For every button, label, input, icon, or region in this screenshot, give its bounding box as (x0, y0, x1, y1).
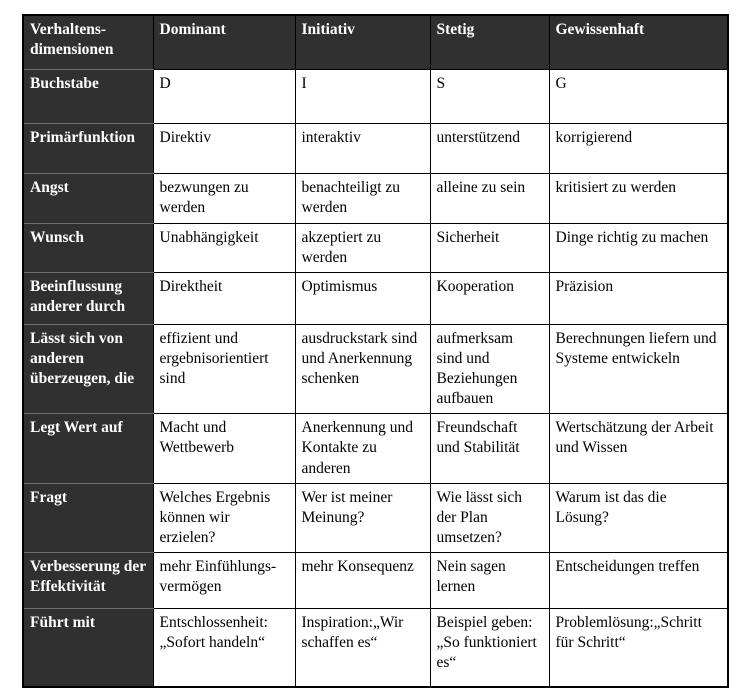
row-header: Wunsch (23, 223, 153, 272)
cell: Beispiel geben:„So funktioniert es“ (430, 609, 549, 687)
table-row (23, 553, 728, 609)
cell: Direktheit (153, 272, 295, 324)
cell: interaktiv (295, 123, 430, 173)
row-header: Führt mit (23, 609, 153, 687)
cell: Freundschaft und Stabilität (430, 414, 549, 483)
cell: Problemlösung:„Schritt für Schritt“ (549, 609, 728, 687)
cell: Inspiration:„Wir schaffen es“ (295, 609, 430, 687)
cell: Entschlossenheit: „Sofort handeln“ (153, 609, 295, 687)
cell: alleine zu sein (430, 173, 549, 223)
table-row (23, 173, 728, 223)
cell: D (153, 69, 295, 123)
row-header: Lässt sich von anderen überzeugen, die (23, 324, 153, 414)
row-header: Buchstabe (23, 69, 153, 123)
cell: korrigierend (549, 123, 728, 173)
cell: Sicherheit (430, 223, 549, 272)
cell: Direktiv (153, 123, 295, 173)
cell: bezwungen zu werden (153, 173, 295, 223)
cell: I (295, 69, 430, 123)
cell: G (549, 69, 728, 123)
cell: Dinge richtig zu machen (549, 223, 728, 272)
cell: benachteiligt zu werden (295, 173, 430, 223)
cell: S (430, 69, 549, 123)
corner-header: Verhaltens-dimensionen (23, 15, 153, 69)
cell: Kooperation (430, 272, 549, 324)
row-header: Primärfunktion (23, 123, 153, 173)
cell: akzeptiert zu werden (295, 223, 430, 272)
cell: aufmerksam sind und Beziehungen aufbauen (430, 324, 549, 414)
row-header: Fragt (23, 483, 153, 552)
disc-table (22, 14, 729, 688)
row-header: Verbesserung der Effektivität (23, 553, 153, 609)
table-row (23, 324, 728, 414)
cell: effizient und ergebnisorientiert sind (153, 324, 295, 414)
table-row (23, 414, 728, 483)
disc-table-container (22, 14, 729, 688)
table-row (23, 609, 728, 687)
table-row (23, 272, 728, 324)
cell: kritisiert zu werden (549, 173, 728, 223)
table-row (23, 69, 728, 123)
cell: Wer ist meiner Meinung? (295, 483, 430, 552)
cell: Macht und Wettbewerb (153, 414, 295, 483)
cell: Anerkennung und Kontakte zu anderen (295, 414, 430, 483)
cell: Unabhängigkeit (153, 223, 295, 272)
cell: mehr Einfühlungs-vermögen (153, 553, 295, 609)
table-row (23, 123, 728, 173)
header-row (23, 15, 728, 69)
column-header: Gewissenhaft (549, 15, 728, 69)
table-row (23, 223, 728, 272)
table-header (23, 15, 728, 69)
cell: Welches Ergebnis können wir erzielen? (153, 483, 295, 552)
cell: ausdruckstark sind und Anerkennung schenken (295, 324, 430, 414)
cell: Wertschätzung der Arbeit und Wissen (549, 414, 728, 483)
cell: mehr Konsequenz (295, 553, 430, 609)
cell: Nein sagen lernen (430, 553, 549, 609)
cell: Präzision (549, 272, 728, 324)
cell: Warum ist das die Lösung? (549, 483, 728, 552)
table-row (23, 483, 728, 552)
column-header: Dominant (153, 15, 295, 69)
cell: Optimismus (295, 272, 430, 324)
table-body (23, 69, 728, 687)
row-header: Angst (23, 173, 153, 223)
cell: Berechnungen liefern und Systeme entwickeln (549, 324, 728, 414)
cell: Entscheidungen treffen (549, 553, 728, 609)
row-header: Legt Wert auf (23, 414, 153, 483)
cell: Wie lässt sich der Plan umsetzen? (430, 483, 549, 552)
cell: unterstützend (430, 123, 549, 173)
column-header: Initiativ (295, 15, 430, 69)
row-header: Beeinflussung anderer durch (23, 272, 153, 324)
column-header: Stetig (430, 15, 549, 69)
